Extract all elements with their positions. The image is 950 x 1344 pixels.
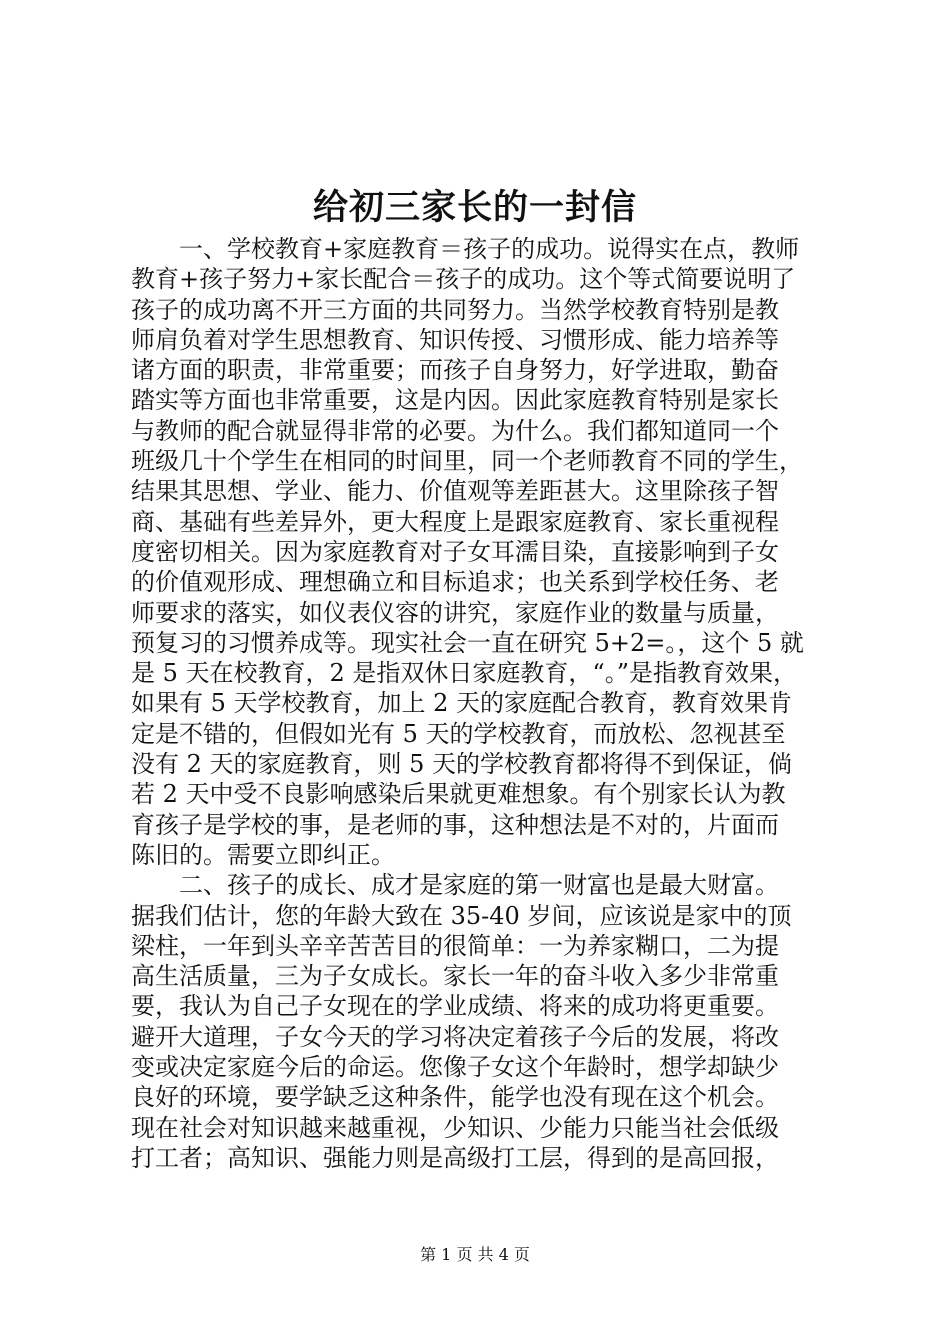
text-line: 度密切相关。因为家庭教育对子女耳濡目染，直接影响到子女: [131, 537, 779, 566]
text-line: 商、基础有些差异外，更大程度上是跟家庭教育、家长重视程: [131, 507, 779, 536]
text-line: 避开大道理，子女今天的学习将决定着孩子今后的发展，将改: [131, 1022, 779, 1051]
text-line: 若 2 天中受不良影响感染后果就更难想象。有个别家长认为教: [131, 780, 786, 809]
text-line: 结果其思想、学业、能力、价值观等差距甚大。这里除孩子智: [131, 477, 779, 506]
text-line: 梁柱，一年到头辛辛苦苦目的很简单：一为养家糊口，二为提: [131, 931, 779, 960]
text-line: 一、学校教育+家庭教育＝孩子的成功。说得实在点，教师: [131, 235, 800, 263]
text-line: 如果有 5 天学校教育，加上 2 天的家庭配合教育，教育效果肯: [131, 689, 793, 718]
text-line: 师肩负着对学生思想教育、知识传授、习惯形成、能力培养等: [131, 325, 779, 354]
text-line: 诸方面的职责，非常重要；而孩子自身努力，好学进取，勤奋: [131, 356, 779, 385]
text-line: 现在社会对知识越来越重视，少知识、少能力只能当社会低级: [131, 1113, 779, 1142]
text-line: 师要求的落实，如仪表仪容的讲究，家庭作业的数量与质量，: [131, 598, 779, 627]
text-line: 与教师的配合就显得非常的必要。为什么。我们都知道同一个: [131, 416, 779, 445]
text-line: 教育+孩子努力+家长配合＝孩子的成功。这个等式简要说明了: [131, 265, 796, 294]
text-line: 预复习的习惯养成等。现实社会一直在研究 5+2=。，这个 5 就: [131, 628, 804, 657]
text-line: 踏实等方面也非常重要，这是内因。因此家庭教育特别是家长: [131, 386, 779, 415]
text-line: 良好的环境，要学缺乏这种条件，能学也没有现在这个机会。: [131, 1083, 779, 1112]
text-line: 没有 2 天的家庭教育，则 5 天的学校教育都将得不到保证，倘: [131, 750, 793, 779]
document-title: 给初三家长的一封信: [312, 187, 637, 228]
text-line: 陈旧的。需要立即纠正。: [131, 840, 395, 869]
text-line: 高生活质量，三为子女成长。家长一年的奋斗收入多少非常重: [131, 962, 779, 991]
text-line: 打工者；高知识、强能力则是高级打工层，得到的是高回报，: [131, 1143, 779, 1172]
text-line: 的价值观形成、理想确立和目标追求；也关系到学校任务、老: [131, 568, 779, 597]
text-line: 孩子的成功离不开三方面的共同努力。当然学校教育特别是教: [131, 295, 779, 324]
document-body: [131, 234, 831, 1173]
text-line: 二、孩子的成长、成才是家庭的第一财富也是最大财富。: [131, 871, 779, 900]
text-line: 据我们估计，您的年龄大致在 35-40 岁间，应该说是家中的顶: [131, 901, 792, 930]
text-line: 是 5 天在校教育，2 是指双休日家庭教育，“。”是指教育效果，: [131, 659, 797, 688]
text-line: 育孩子是学校的事，是老师的事，这种想法是不对的，片面而: [131, 810, 779, 839]
text-line: 定是不错的，但假如光有 5 天的学校教育，而放松、忽视甚至: [131, 719, 786, 748]
text-line: 班级几十个学生在相同的时间里，同一个老师教育不同的学生，: [131, 447, 803, 476]
page-footer: 第 1 页 共 4 页: [420, 1245, 530, 1264]
text-line: 要，我认为自己子女现在的学业成绩、将来的成功将更重要。: [131, 992, 779, 1021]
text-line: 变或决定家庭今后的命运。您像子女这个年龄时，想学却缺少: [131, 1053, 779, 1082]
